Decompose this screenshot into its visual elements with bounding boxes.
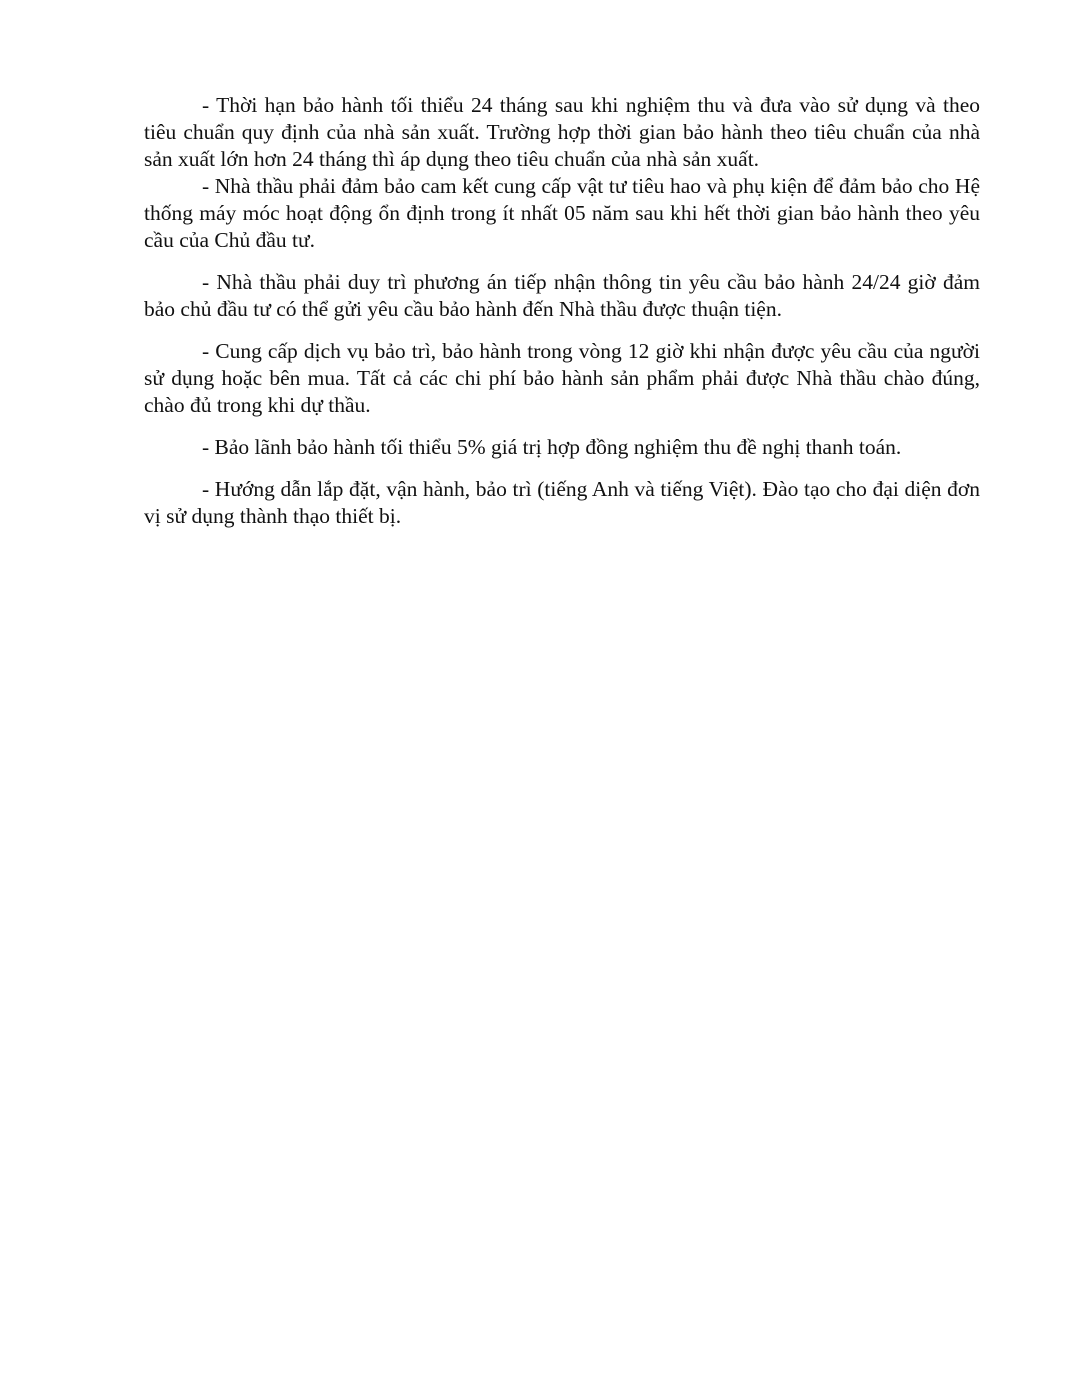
paragraph-warranty-period: - Thời hạn bảo hành tối thiểu 24 tháng sau khi nghiệm thu và đưa vào sử dụng và theo tiêu chuẩn quy định của nhà sản xuất. Trường hợp thời gian bảo hành theo tiêu chuẩn của nhà sản xuất lớn hơn 24 tháng thì áp dụng theo tiêu chuẩn của nhà sản xuất. <box>144 93 980 171</box>
paragraph-warranty-request-channel: - Nhà thầu phải duy trì phương án tiếp nhận thông tin yêu cầu bảo hành 24/24 giờ đảm bảo chủ đầu tư có thể gửi yêu cầu bảo hành đến Nhà thầu được thuận tiện. <box>144 270 980 321</box>
paragraph-warranty-guarantee: - Bảo lãnh bảo hành tối thiểu 5% giá trị hợp đồng nghiệm thu đề nghị thanh toán. <box>202 435 902 459</box>
paragraph-maintenance-service: - Cung cấp dịch vụ bảo trì, bảo hành trong vòng 12 giờ khi nhận được yêu cầu của người sử dụng hoặc bên mua. Tất cả các chi phí bảo hành sản phẩm phải được Nhà thầu chào đúng, chào đủ trong khi dự thầu. <box>144 339 980 417</box>
paragraph-consumables-commitment: - Nhà thầu phải đảm bảo cam kết cung cấp vật tư tiêu hao và phụ kiện để đảm bảo cho Hệ thống máy móc hoạt động ổn định trong ít nhất 05 năm sau khi hết thời gian bảo hành theo yêu cầu của Chủ đầu tư. <box>144 174 980 252</box>
document-body <box>144 92 980 545</box>
paragraph-installation-training: - Hướng dẫn lắp đặt, vận hành, bảo trì (tiếng Anh và tiếng Việt). Đào tạo cho đại diện đơn vị sử dụng thành thạo thiết bị. <box>144 477 980 528</box>
